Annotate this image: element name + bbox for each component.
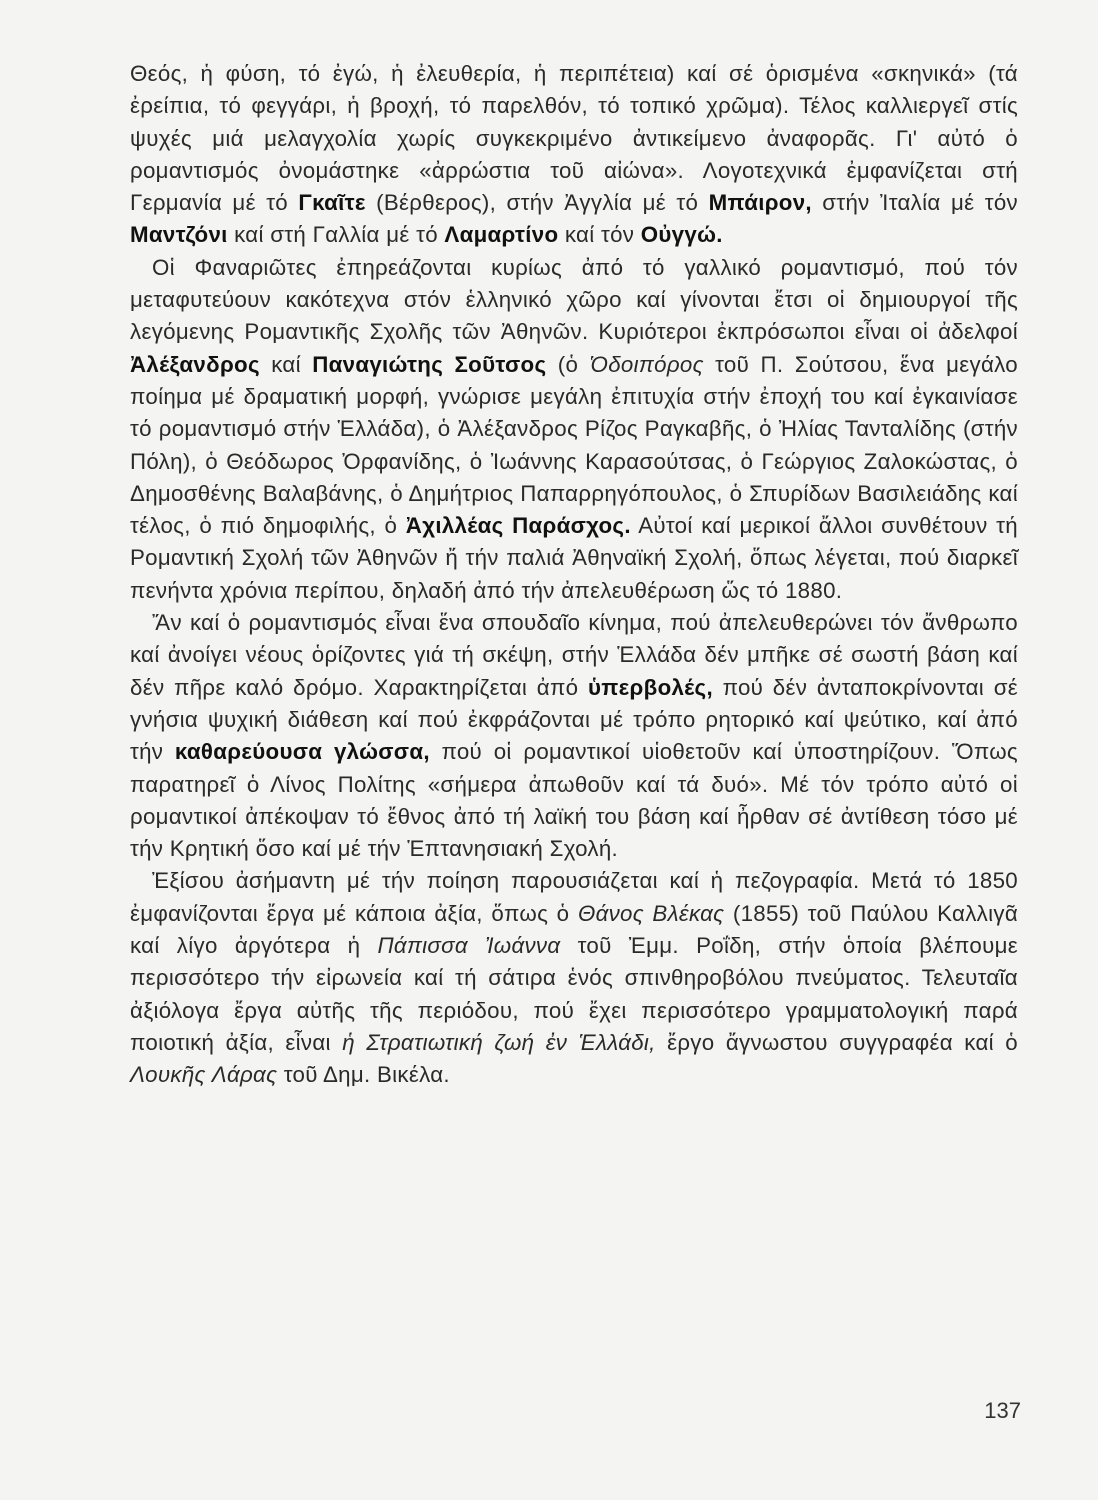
page-number: 137 bbox=[984, 1398, 1021, 1423]
text-run: πού δέν ἀνταποκρίνονται σέ γνήσια ψυχική διάθεση καί πού ἐκφράζονται μέ τρόπο ρητορικό καί ψεύτικο, καί ἀπό τήν bbox=[130, 674, 1019, 765]
italic-title: Πάπισσα Ἰωάννα bbox=[377, 933, 561, 959]
text-run: Οἱ Φαναριῶτες ἐπηρεάζονται κυρίως ἀπό τό γαλλικό ρομαντισμό, πού τόν μεταφυτεύουν κακότεχνα στόν ἑλληνικό χῶρο καί γίνονται ἔτσι οἱ δημιουργοί τῆς λεγόμενης Ρομαντικῆς Σχολῆς τῶν Ἀθηνῶν. Κυριότεροι ἐκπρόσωποι εἶναι οἱ ἀδελφοί bbox=[130, 254, 1018, 345]
bold-text: Μαντζόνι bbox=[130, 222, 228, 248]
text-run: (1855) τοῦ Παύλου Καλλιγᾶ καί λίγο ἀργότερα ἡ bbox=[130, 900, 1019, 959]
bold-text: Παναγιώτης Σοῦτσος bbox=[312, 351, 547, 377]
page-body bbox=[130, 58, 1018, 1092]
italic-title: ἡ Στρατιωτική ζωή ἐν Ἑλλάδι, bbox=[342, 1029, 656, 1055]
bold-text: ὑπερβολές, bbox=[588, 674, 713, 700]
text-run: τοῦ Δημ. Βικέλα. bbox=[277, 1062, 450, 1088]
text-run: στήν Ἰταλία μέ τόν bbox=[811, 190, 1018, 216]
bold-text: Γκαῖτε bbox=[298, 190, 366, 216]
text-run: τοῦ Π. Σούτσου, ἕνα μεγάλο ποίημα μέ δραματική μορφή, γνώρισε μεγάλη ἐπιτυχία στήν ἐποχή του καί ἐγκαινίασε τό ρομαντισμό στήν Ἑλλάδα), ὁ Ἀλέξανδρος Ρίζος Ραγκαβῆς, ὁ Ἠλίας Τανταλίδης (στήν Πόλη), ὁ Θεόδωρος Ὀρφανίδης, ὁ Ἰωάννης Καρασούτσας, ὁ Γεώργιος Ζαλοκώστας, ὁ Δημοσθένης Βαλαβάνης, ὁ Δημήτριος Παπαρρηγόπουλος, ὁ Σπυρίδων Βασιλειάδης καί τέλος, ὁ πιό δημοφιλής, ὁ bbox=[130, 351, 1018, 539]
paragraph bbox=[130, 865, 1018, 1091]
text-run: πού οἱ ρομαντικοί υἱοθετοῦν καί ὑποστηρίζουν. Ὅπως παρατηρεῖ ὁ Λίνος Πολίτης «σήμερα ἀπωθοῦν καί τά δυό». Μέ τόν τρόπο αὐτό οἱ ρομαντικοί ἀπέκοψαν τό ἔθνος ἀπό τή λαϊκή του βάση καί ἦρθαν σέ ἀντίθεση τόσο μέ τήν Κρητική ὅσο καί μέ τήν Ἑπτανησιακή Σχολή. bbox=[130, 739, 1018, 862]
paragraph bbox=[130, 58, 1018, 252]
bold-text: Ἀχιλλέας Παράσχος. bbox=[405, 513, 631, 539]
bold-text: Μπάιρον, bbox=[708, 190, 812, 216]
text-run: Θεός, ἡ φύση, τό ἐγώ, ἡ ἐλευθερία, ἡ περιπέτεια) καί σέ ὁρισμένα «σκηνικά» (τά ἐρείπια, τό φεγγάρι, ἡ βροχή, τό παρελθόν, τό τοπικό χρῶμα). Τέλος καλλιεργεῖ στίς ψυχές μιά μελαγχολία χωρίς συγκεκριμένο ἀντικείμενο ἀναφορᾶς. Γι' αὐτό ὁ ρομαντισμός ὀνομάστηκε «ἀρρώστια τοῦ αἰώνα». Λογοτεχνικά ἐμφανίζεται στή Γερμανία μέ τό bbox=[130, 61, 1018, 216]
text-run: (ὁ bbox=[546, 351, 590, 377]
text-run: καί τόν bbox=[558, 222, 641, 248]
text-run: ἔργο ἄγνωστου συγγραφέα καί ὁ bbox=[655, 1029, 1019, 1055]
italic-title: Λουκῆς Λάρας bbox=[130, 1062, 278, 1088]
text-run: Αὐτοί καί μερικοί ἄλλοι συνθέτουν τή Ρομαντική Σχολή τῶν Ἀθηνῶν ἤ τήν παλιά Ἀθηναϊκή Σχολή, ὅπως λέγεται, πού διαρκεῖ πενήντα χρόνια περίπου, δηλαδή ἀπό τήν ἀπελευθέρωση ὥς τό 1880. bbox=[130, 513, 1018, 603]
italic-title: Θάνος Βλέκας bbox=[577, 900, 725, 926]
paragraph bbox=[130, 252, 1018, 607]
text-run: Ἄν καί ὁ ρομαντισμός εἶναι ἕνα σπουδαῖο κίνημα, πού ἀπελευθερώνει τόν ἄνθρωπο καί ἀνοίγει νέους ὁρίζοντες γιά τή σκέψη, στήν Ἑλλάδα δέν μπῆκε σέ σωστή βάση καί δέν πῆρε καλό δρόμο. Χαρακτηρίζεται ἀπό bbox=[130, 610, 1018, 700]
bold-text: Ἀλέξανδρος bbox=[130, 351, 260, 377]
bold-text: Οὐγγώ. bbox=[640, 222, 723, 248]
text-run: (Βέρθερος), στήν Ἀγγλία μέ τό bbox=[365, 190, 709, 216]
text-run: τοῦ Ἐμμ. Ροΐδη, στήν ὁποία βλέπουμε περισσότερο τήν εἰρωνεία καί τή σάτιρα ἑνός σπινθηροβόλου πνεύματος. Τελευταῖα ἀξιόλογα ἔργα αὐτῆς τῆς περιόδου, πού ἔχει περισσότερο γραμματολογική παρά ποιοτική ἀξία, εἶναι bbox=[130, 933, 1018, 1055]
text-run: καί bbox=[259, 351, 313, 377]
text-run: καί στή Γαλλία μέ τό bbox=[227, 222, 445, 248]
text-run: Ἐξίσου ἀσήμαντη μέ τήν ποίηση παρουσιάζεται καί ἡ πεζογραφία. Μετά τό 1850 ἐμφανίζονται ἔργα μέ κάποια ἀξία, ὅπως ὁ bbox=[130, 868, 1018, 926]
paragraph bbox=[130, 607, 1018, 865]
bold-text: καθαρεύουσα γλώσσα, bbox=[174, 739, 430, 765]
bold-text: Λαμαρτίνο bbox=[444, 222, 559, 248]
italic-title: Ὁδοιπόρος bbox=[589, 351, 704, 377]
